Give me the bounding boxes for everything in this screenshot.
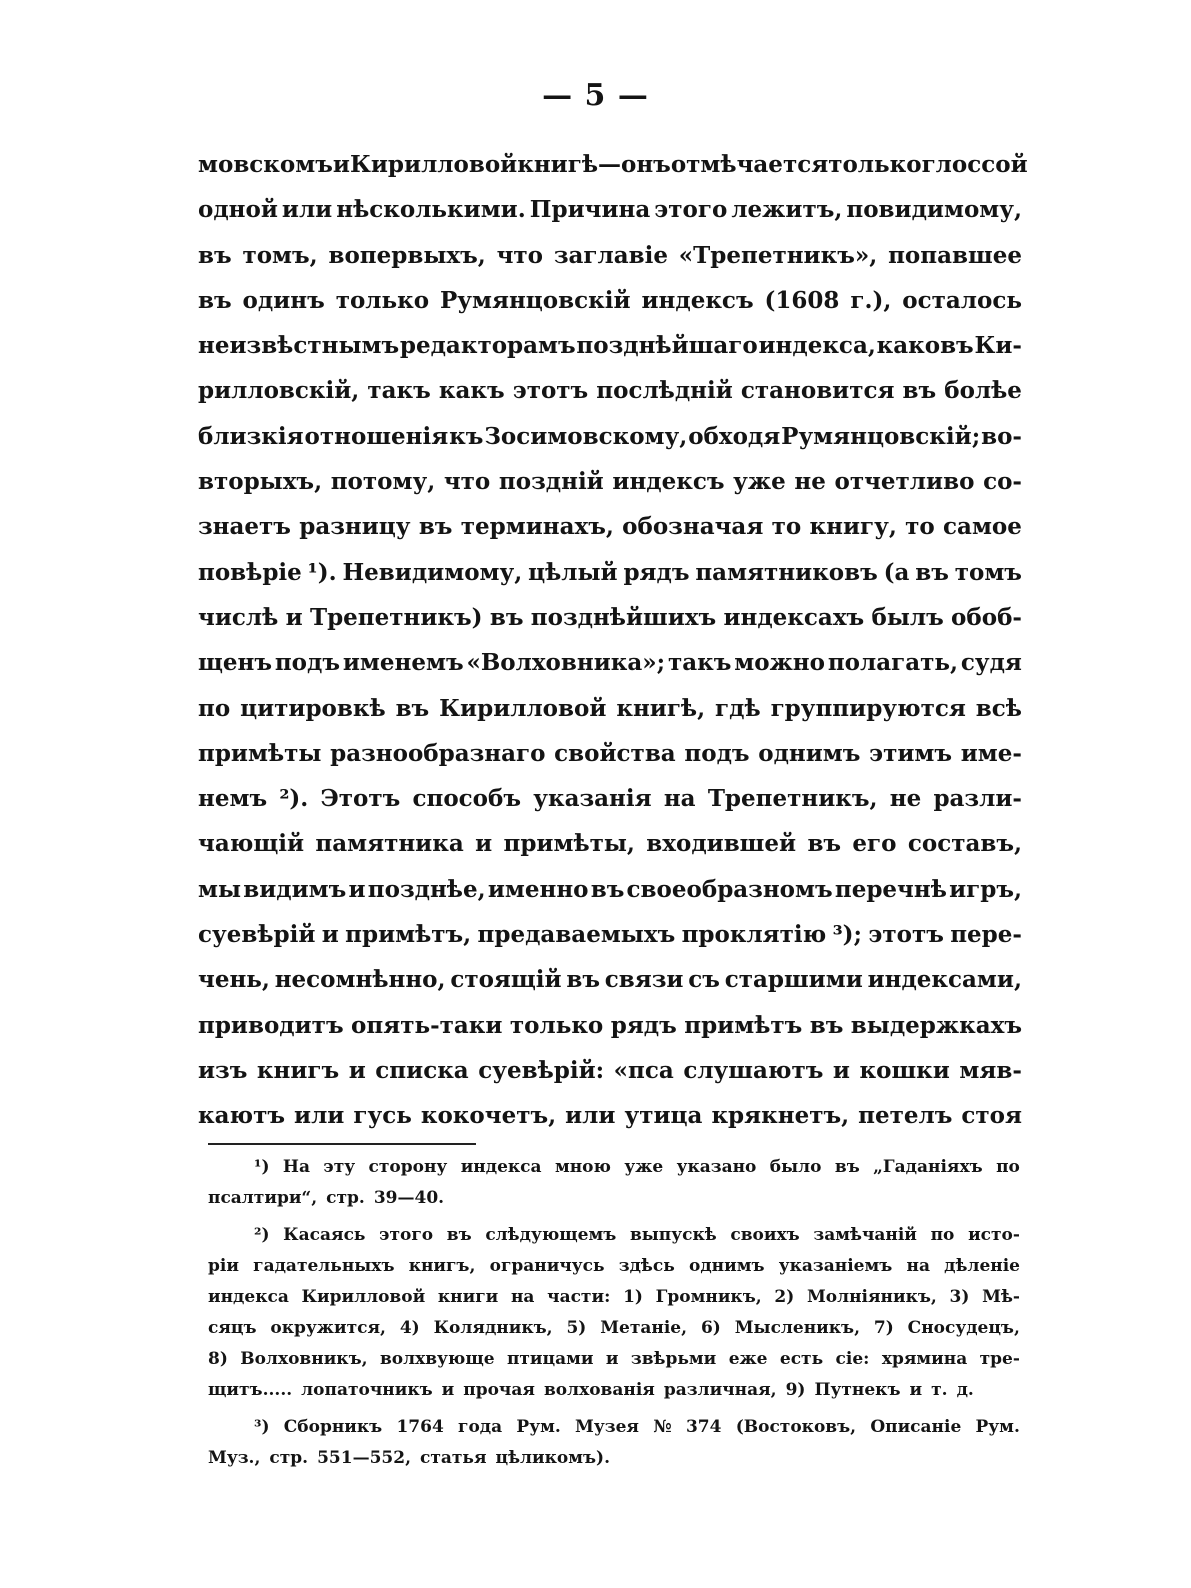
- body-line: щенъ подъ именемъ «Волховника»; такъ можно полагать, судя: [198, 649, 1022, 677]
- body-line: чающій памятника и примѣты, входившей въ его составъ,: [198, 830, 1022, 858]
- footnote-line: Муз., стр. 551—552, статья цѣликомъ).: [208, 1448, 611, 1468]
- body-line: вторыхъ, потому, что поздній индексъ уже не отчетливо со-: [198, 468, 1022, 496]
- body-line: немъ ²). Этотъ способъ указанія на Трепетникъ, не разли-: [198, 785, 1022, 813]
- body-line: одной или нѣсколькими. Причина этого лежитъ, повидимому,: [198, 196, 1022, 224]
- footnote-line: щитъ..... лопаточникъ и прочая волхованія различная, 9) Путнекъ и т. д.: [208, 1380, 974, 1400]
- body-line: суевѣрій и примѣтъ, предаваемыхъ проклятію ³); этотъ пере-: [198, 921, 1022, 949]
- body-line: знаетъ разницу въ терминахъ, обозначая то книгу, то самое: [198, 513, 1022, 541]
- footnote-line: индекса Кирилловой книги на части: 1) Громникъ, 2) Молніяникъ, 3) Мѣ-: [208, 1287, 1020, 1307]
- body-line: рилловскій, такъ какъ этотъ послѣдній становится въ болѣе: [198, 377, 1022, 405]
- footnote-line: ³) Сборникъ 1764 года Рум. Музея № 374 (Востоковъ, Описаніе Рум.: [254, 1417, 1020, 1437]
- footnote-line: ¹) На эту сторону индекса мною уже указано было въ „Гаданіяхъ по: [254, 1157, 1020, 1177]
- body-line: мовскомъ и Кирилловой книгѣ—онъ отмѣчается только глоссой: [198, 151, 1028, 178]
- body-text: [198, 142, 1028, 1139]
- body-line: числѣ и Трепетникъ) въ позднѣйшихъ индексахъ былъ обоб-: [198, 603, 1022, 631]
- page-number: — 5 —: [542, 78, 649, 113]
- body-line: въ томъ, вопервыхъ, что заглавіе «Трепетникъ», попавшее: [198, 241, 1022, 269]
- body-line: приводитъ опять-таки только рядъ примѣтъ въ выдержкахъ: [198, 1011, 1022, 1039]
- body-line: близкія отношенія къ Зосимовскому, обходя Румянцовскій; во-: [198, 422, 1022, 450]
- body-line: каютъ или гусь кокочетъ, или утица крякнетъ, петелъ стоя: [198, 1102, 1022, 1130]
- body-line: примѣты разнообразнаго свойства подъ однимъ этимъ име-: [198, 739, 1022, 767]
- footnote-line: ріи гадательныхъ книгъ, ограничусь здѣсь однимъ указаніемъ на дѣленіе: [208, 1256, 1020, 1276]
- footnote-line: 8) Волховникъ, волхвующе птицами и звѣрьми еже есть сіе: хрямина тре-: [208, 1349, 1020, 1369]
- footnote-line: сяцъ окружится, 4) Колядникъ, 5) Метаніе, 6) Мысленикъ, 7) Сносудецъ,: [208, 1318, 1020, 1338]
- footnote-line: ²) Касаясь этого въ слѣдующемъ выпускѣ своихъ замѣчаній по исто-: [254, 1225, 1020, 1245]
- body-line: повѣріе ¹). Невидимому, цѣлый рядъ памятниковъ (а въ томъ: [198, 558, 1022, 586]
- footnote-divider: [208, 1143, 476, 1145]
- body-line: въ одинъ только Румянцовскій индексъ (1608 г.), осталось: [198, 286, 1022, 314]
- footnote-line: псалтири“, стр. 39—40.: [208, 1188, 445, 1208]
- body-line: по цитировкѣ въ Кирилловой книгѣ, гдѣ группируются всѣ: [198, 694, 1022, 722]
- body-line: изъ книгъ и списка суевѣрій: «пса слушаютъ и кошки мяв-: [198, 1056, 1022, 1084]
- body-line: неизвѣстнымъ редакторамъ позднѣйшаго индекса, каковъ Ки-: [198, 332, 1022, 360]
- footnotes: [208, 1152, 1020, 1474]
- body-line: мы видимъ и позднѣе, именно въ своеобразномъ перечнѣ игръ,: [198, 875, 1022, 903]
- body-line: чень, несомнѣнно, стоящій въ связи съ старшими индексами,: [198, 966, 1022, 994]
